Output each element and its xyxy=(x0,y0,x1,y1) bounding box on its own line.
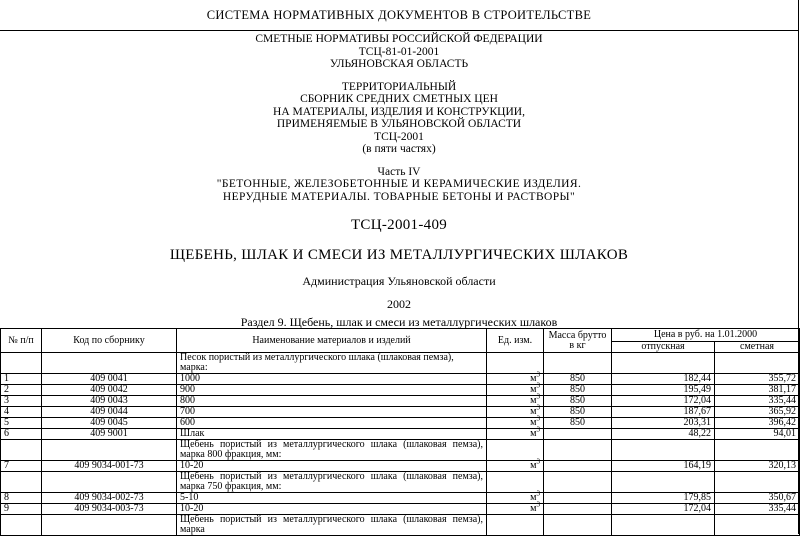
row-name: 800 xyxy=(177,396,487,407)
row-num: 3 xyxy=(1,396,42,407)
row-release-price: 172,04 xyxy=(612,504,715,515)
table-row xyxy=(1,429,800,440)
col-mass-line2: в кг xyxy=(569,339,586,351)
section-title: Раздел 9. Щебень, шлак и смеси из металлургических шлаков xyxy=(240,315,558,329)
row-estimate-price: 320,13 xyxy=(715,461,800,472)
row-release-price: 195,49 xyxy=(612,385,715,396)
row-unit: $м^3$ xyxy=(487,385,544,396)
row-mass: 850 xyxy=(544,396,612,407)
table-row xyxy=(1,504,800,515)
row-code: 409 9034-002-73 xyxy=(42,493,177,504)
row-estimate-price: 365,92 xyxy=(715,407,800,418)
row-unit: $м^3$ xyxy=(487,429,544,440)
row-estimate-price: 381,17 xyxy=(715,385,800,396)
row-unit xyxy=(487,515,544,536)
row-num: 9 xyxy=(1,504,42,515)
header-line: ПРИМЕНЯЕМЫЕ В УЛЬЯНОВСКОЙ ОБЛАСТИ xyxy=(276,118,522,130)
row-estimate-price: 396,42 xyxy=(715,418,800,429)
row-estimate-price xyxy=(715,353,800,374)
header-line: НА МАТЕРИАЛЫ, ИЗДЕЛИЯ И КОНСТРУКЦИИ, xyxy=(273,105,525,118)
header-line: Часть IV xyxy=(377,165,421,178)
row-mass xyxy=(544,440,612,461)
row-name: Шлак xyxy=(177,429,487,440)
row-mass xyxy=(544,504,612,515)
table-row xyxy=(1,493,800,504)
row-mass xyxy=(544,353,612,374)
row-estimate-price: 335,44 xyxy=(715,396,800,407)
row-num: 7 xyxy=(1,461,42,472)
row-estimate-price xyxy=(715,472,800,493)
system-banner: СИСТЕМА НОРМАТИВНЫХ ДОКУМЕНТОВ В СТРОИТЕЛЬСТВЕ xyxy=(0,0,798,31)
header-line: УЛЬЯНОВСКАЯ ОБЛАСТЬ xyxy=(329,58,469,70)
col-code-header: Код по сборнику xyxy=(42,329,177,353)
row-num xyxy=(1,353,42,374)
header-line: ТСЦ-81-01-2001 xyxy=(358,45,440,58)
header-line: СБОРНИК СРЕДНИХ СМЕТНЫХ ЦЕН xyxy=(300,93,498,105)
year: 2002 xyxy=(387,296,411,311)
row-unit: $м^3$ xyxy=(487,461,544,472)
row-release-price: 179,85 xyxy=(612,493,715,504)
row-unit xyxy=(487,353,544,374)
row-release-price xyxy=(612,472,715,493)
row-name: 900 xyxy=(177,385,487,396)
group-name: Щебень пористый из металлургического шлака (шлаковая пемза), марка xyxy=(177,515,487,536)
row-estimate-price: 355,72 xyxy=(715,374,800,385)
row-estimate-price: 94,01 xyxy=(715,429,800,440)
row-release-price xyxy=(612,515,715,536)
row-release-price: 187,67 xyxy=(612,407,715,418)
table-row xyxy=(1,461,800,472)
table-row xyxy=(1,396,800,407)
col-name-header: Наименование материалов и изделий xyxy=(177,329,487,353)
row-estimate-price xyxy=(715,515,800,536)
table-body xyxy=(1,353,800,536)
row-mass xyxy=(544,461,612,472)
row-name: 600 xyxy=(177,418,487,429)
row-mass: 850 xyxy=(544,374,612,385)
row-estimate-price xyxy=(715,440,800,461)
row-mass xyxy=(544,493,612,504)
header-block-1 xyxy=(0,33,798,71)
header-line: ТСЦ-2001 xyxy=(374,130,424,143)
col-mass-line1: Масса брутто xyxy=(548,329,607,341)
row-code xyxy=(42,472,177,493)
col-estimate-header: сметная xyxy=(715,342,800,353)
table-row xyxy=(1,374,800,385)
row-release-price: 48,22 xyxy=(612,429,715,440)
row-release-price xyxy=(612,353,715,374)
col-mass-header xyxy=(544,329,612,353)
row-code: 409 0045 xyxy=(42,418,177,429)
row-code: 409 0043 xyxy=(42,396,177,407)
row-name: 1000 xyxy=(177,374,487,385)
row-unit: $м^3$ xyxy=(487,396,544,407)
row-release-price: 172,04 xyxy=(612,396,715,407)
group-name: Щебень пористый из металлургического шлака (шлаковая пемза), марка 800 фракция, мм: xyxy=(177,440,487,461)
row-name: 10-20 xyxy=(177,461,487,472)
row-code: 409 0044 xyxy=(42,407,177,418)
table-row xyxy=(1,472,800,493)
row-unit: $м^3$ xyxy=(487,374,544,385)
col-price-header: Цена в руб. на 1.01.2000 xyxy=(612,329,800,342)
header-line: "БЕТОННЫЕ, ЖЕЛЕЗОБЕТОННЫЕ И КЕРАМИЧЕСКИЕ ИЗДЕЛИЯ. xyxy=(216,178,582,190)
row-name: 700 xyxy=(177,407,487,418)
header-block-3 xyxy=(0,166,798,204)
document-code: ТСЦ-2001-409 xyxy=(350,217,448,233)
row-unit: $м^3$ xyxy=(487,407,544,418)
col-num-header: № п/п xyxy=(1,329,42,353)
row-code: 409 9001 xyxy=(42,429,177,440)
row-unit: $м^3$ xyxy=(487,493,544,504)
row-code xyxy=(42,353,177,374)
table-row xyxy=(1,385,800,396)
row-release-price: 182,44 xyxy=(612,374,715,385)
row-unit: $м^3$ xyxy=(487,504,544,515)
row-code xyxy=(42,440,177,461)
row-mass xyxy=(544,515,612,536)
row-mass xyxy=(544,472,612,493)
col-release-header: отпускная xyxy=(612,342,715,353)
row-num xyxy=(1,472,42,493)
administration: Администрация Ульяновской области xyxy=(302,274,496,288)
row-num: 2 xyxy=(1,385,42,396)
row-name: 10-20 xyxy=(177,504,487,515)
row-unit xyxy=(487,440,544,461)
header-line: СМЕТНЫЕ НОРМАТИВЫ РОССИЙСКОЙ ФЕДЕРАЦИИ xyxy=(255,33,543,45)
document-title: ЩЕБЕНЬ, ШЛАК И СМЕСИ ИЗ МЕТАЛЛУРГИЧЕСКИХ ШЛАКОВ xyxy=(169,247,629,263)
row-code: 409 9034-001-73 xyxy=(42,461,177,472)
row-code xyxy=(42,515,177,536)
row-unit xyxy=(487,472,544,493)
row-num xyxy=(1,515,42,536)
group-name: Щебень пористый из металлургического шлака (шлаковая пемза), марка 750 фракция, мм: xyxy=(177,472,487,493)
row-mass: 850 xyxy=(544,385,612,396)
row-num: 5 xyxy=(1,418,42,429)
table-row xyxy=(1,440,800,461)
row-unit: $м^3$ xyxy=(487,418,544,429)
row-num: 8 xyxy=(1,493,42,504)
row-num: 1 xyxy=(1,374,42,385)
row-code: 409 9034-003-73 xyxy=(42,504,177,515)
row-num: 4 xyxy=(1,407,42,418)
row-estimate-price: 350,67 xyxy=(715,493,800,504)
row-num: 6 xyxy=(1,429,42,440)
price-table xyxy=(0,328,800,536)
row-mass: 850 xyxy=(544,418,612,429)
row-estimate-price: 335,44 xyxy=(715,504,800,515)
row-mass xyxy=(544,429,612,440)
header-block-2 xyxy=(0,81,798,156)
row-name: 5-10 xyxy=(177,493,487,504)
group-name: Песок пористый из металлургического шлака (шлаковая пемза), марка: xyxy=(177,353,487,374)
table-row xyxy=(1,515,800,536)
row-release-price: 203,31 xyxy=(612,418,715,429)
col-unit-header: Ед. изм. xyxy=(487,329,544,353)
header-line: НЕРУДНЫЕ МАТЕРИАЛЫ. ТОВАРНЫЕ БЕТОНЫ И РАСТВОРЫ" xyxy=(222,190,576,203)
row-release-price: 164,19 xyxy=(612,461,715,472)
row-code: 409 0041 xyxy=(42,374,177,385)
row-code: 409 0042 xyxy=(42,385,177,396)
row-num xyxy=(1,440,42,461)
table-row xyxy=(1,407,800,418)
header-line: ТЕРРИТОРИАЛЬНЫЙ xyxy=(341,80,457,93)
table-row xyxy=(1,418,800,429)
header-line: (в пяти частях) xyxy=(362,143,436,155)
row-release-price xyxy=(612,440,715,461)
row-mass: 850 xyxy=(544,407,612,418)
table-row xyxy=(1,353,800,374)
